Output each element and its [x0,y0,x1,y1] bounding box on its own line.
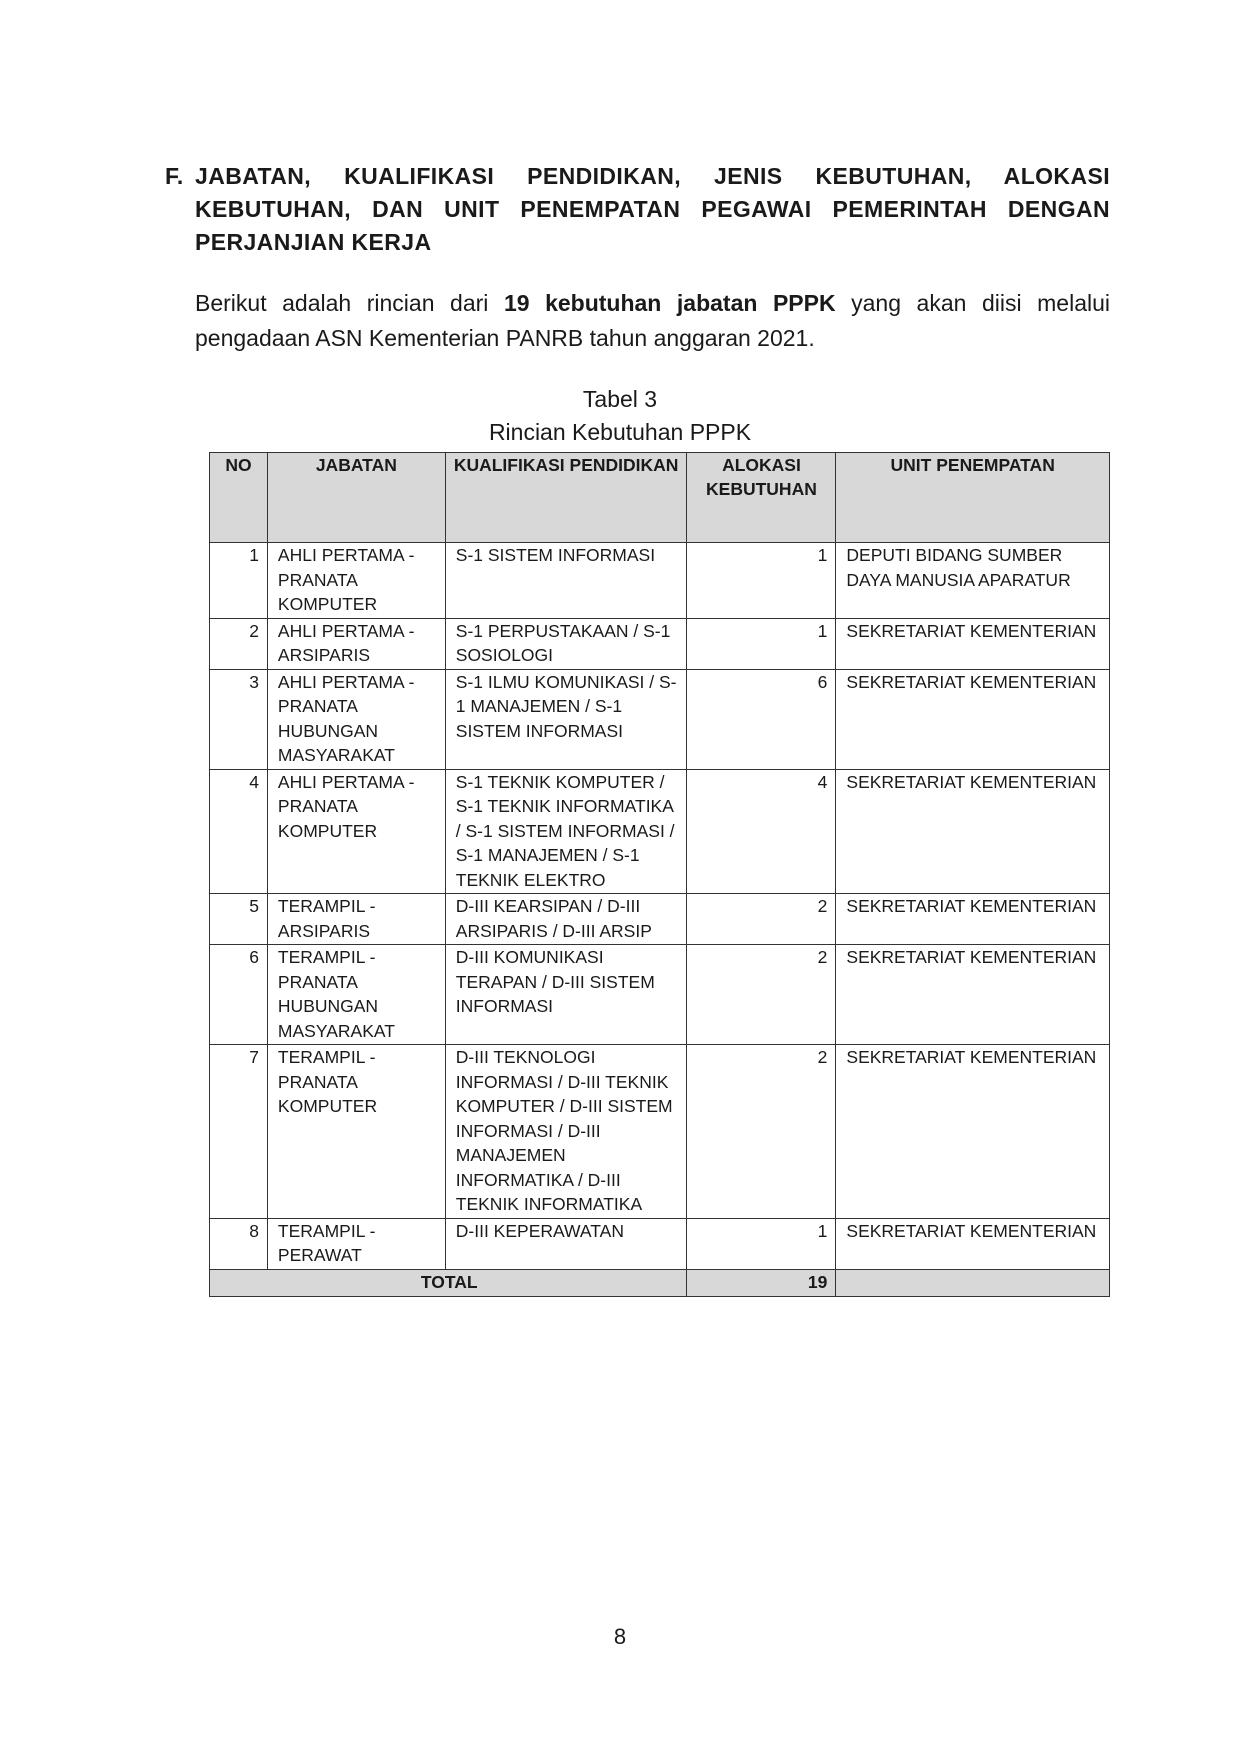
cell-unit: SEKRETARIAT KEMENTERIAN [836,945,1110,1045]
cell-no: 4 [210,769,268,894]
kebutuhan-table [209,452,1110,1297]
cell-jabatan: AHLI PERTAMA - PRANATA KOMPUTER [267,769,445,894]
cell-alokasi: 2 [687,894,836,945]
section-letter: F. [165,163,184,189]
cell-alokasi: 2 [687,1045,836,1219]
cell-no: 7 [210,1045,268,1219]
table-row [210,1045,1110,1219]
table-row [210,945,1110,1045]
cell-no: 2 [210,618,268,669]
total-value: 19 [687,1269,836,1296]
cell-jabatan: AHLI PERTAMA - ARSIPARIS [267,618,445,669]
cell-kualifikasi: D-III KEPERAWATAN [445,1218,687,1269]
table-row [210,1218,1110,1269]
total-label: TOTAL [210,1269,687,1296]
table-row [210,618,1110,669]
intro-text-2: yang akan diisi melalui pengadaan ASN Kementerian PANRB tahun anggaran 2021. [195,290,1110,351]
cell-unit: SEKRETARIAT KEMENTERIAN [836,669,1110,769]
intro-bold: 19 kebutuhan jabatan PPPK [503,290,836,316]
table-row [210,543,1110,619]
cell-kualifikasi: S-1 TEKNIK KOMPUTER / S-1 TEKNIK INFORMATIKA / S-1 SISTEM INFORMASI / S-1 MANAJEMEN / S-1 TEKNIK ELEKTRO [445,769,687,894]
cell-unit: SEKRETARIAT KEMENTERIAN [836,769,1110,894]
total-unit-empty [836,1269,1110,1296]
cell-unit: DEPUTI BIDANG SUMBER DAYA MANUSIA APARATUR [836,543,1110,619]
cell-alokasi: 2 [687,945,836,1045]
cell-no: 8 [210,1218,268,1269]
page-number: 8 [613,1624,627,1649]
total-row [210,1269,1110,1296]
cell-no: 5 [210,894,268,945]
cell-jabatan: TERAMPIL - ARSIPARIS [267,894,445,945]
cell-jabatan: AHLI PERTAMA - PRANATA KOMPUTER [267,543,445,619]
table-caption-title: Rincian Kebutuhan PPPK [488,419,752,445]
intro-text-1: Berikut adalah rincian dari [195,290,504,316]
cell-alokasi: 6 [687,669,836,769]
section-title: JABATAN, KUALIFIKASI PENDIDIKAN, JENIS KEBUTUHAN, ALOKASI KEBUTUHAN, DAN UNIT PENEMPATAN PEGAWAI PEMERINTAH DENGAN PERJANJIAN KERJA [195,163,1110,255]
cell-kualifikasi: D-III KOMUNIKASI TERAPAN / D-III SISTEM INFORMASI [445,945,687,1045]
cell-unit: SEKRETARIAT KEMENTERIAN [836,1218,1110,1269]
table-header-row [210,453,1110,543]
cell-alokasi: 4 [687,769,836,894]
header-unit: UNIT PENEMPATAN [836,453,1110,543]
cell-no: 1 [210,543,268,619]
cell-jabatan: TERAMPIL - PRANATA KOMPUTER [267,1045,445,1219]
cell-unit: SEKRETARIAT KEMENTERIAN [836,618,1110,669]
cell-kualifikasi: S-1 PERPUSTAKAAN / S-1 SOSIOLOGI [445,618,687,669]
cell-jabatan: AHLI PERTAMA - PRANATA HUBUNGAN MASYARAKAT [267,669,445,769]
cell-alokasi: 1 [687,618,836,669]
table-row [210,769,1110,894]
header-alokasi: ALOKASI KEBUTUHAN [687,453,836,543]
header-kualifikasi: KUALIFIKASI PENDIDIKAN [445,453,687,543]
cell-kualifikasi: D-III KEARSIPAN / D-III ARSIPARIS / D-III ARSIP [445,894,687,945]
cell-unit: SEKRETARIAT KEMENTERIAN [836,894,1110,945]
intro-paragraph [195,286,1110,356]
section-heading [165,160,1110,259]
cell-alokasi: 1 [687,1218,836,1269]
cell-kualifikasi: S-1 SISTEM INFORMASI [445,543,687,619]
table-row [210,669,1110,769]
cell-jabatan: TERAMPIL - PERAWAT [267,1218,445,1269]
cell-kualifikasi: S-1 ILMU KOMUNIKASI / S-1 MANAJEMEN / S-1 SISTEM INFORMASI [445,669,687,769]
cell-jabatan: TERAMPIL - PRANATA HUBUNGAN MASYARAKAT [267,945,445,1045]
table-caption-number: Tabel 3 [582,386,658,412]
cell-alokasi: 1 [687,543,836,619]
table-row [210,894,1110,945]
cell-kualifikasi: D-III TEKNOLOGI INFORMASI / D-III TEKNIK KOMPUTER / D-III SISTEM INFORMASI / D-III MANAJEMEN INFORMATIKA / D-III TEKNIK INFORMATIKA [445,1045,687,1219]
cell-no: 6 [210,945,268,1045]
header-no: NO [210,453,268,543]
cell-no: 3 [210,669,268,769]
cell-unit: SEKRETARIAT KEMENTERIAN [836,1045,1110,1219]
header-jabatan: JABATAN [267,453,445,543]
